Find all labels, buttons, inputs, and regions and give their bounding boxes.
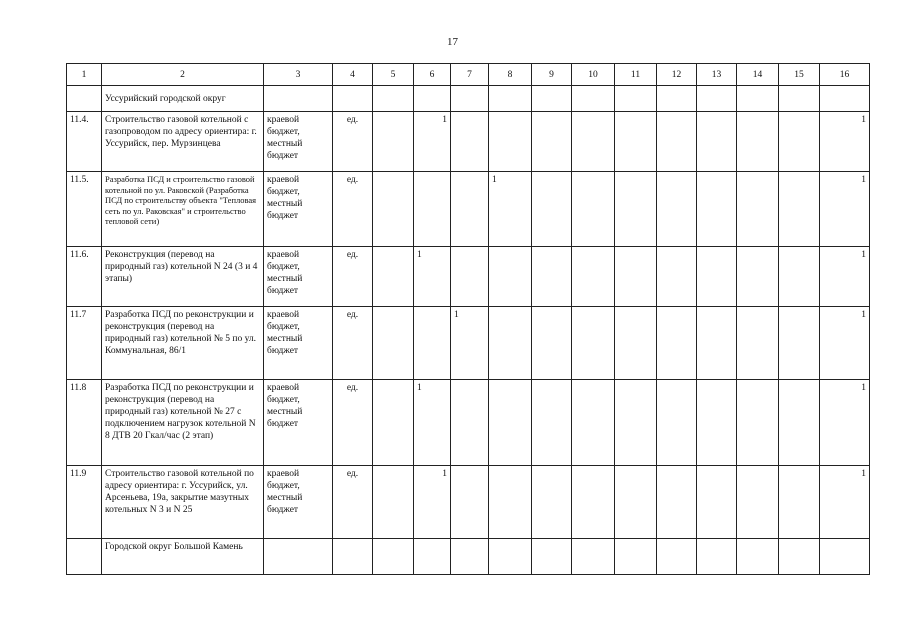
- row-value: 1: [414, 112, 451, 172]
- budget-table: [66, 63, 870, 575]
- table-row: [67, 112, 870, 172]
- row-number: 11.7: [67, 307, 102, 380]
- row-name: Строительство газовой котельной с газопроводом по адресу ориентира: г. Уссурийск, пер. Мурзинцева: [102, 112, 264, 172]
- row-unit: ед.: [333, 172, 373, 247]
- table-row: [67, 380, 870, 466]
- header-row: [67, 64, 870, 86]
- row-number: 11.6.: [67, 247, 102, 307]
- row-number: 11.8: [67, 380, 102, 466]
- row-value: 1: [414, 247, 451, 307]
- header-cell: 8: [489, 64, 532, 86]
- row-source: краевой бюджет, местный бюджет: [264, 380, 333, 466]
- row-value: 1: [820, 466, 870, 539]
- section-row: [67, 86, 870, 112]
- header-cell: 13: [697, 64, 737, 86]
- header-cell: 5: [373, 64, 414, 86]
- row-value: 1: [414, 466, 451, 539]
- row-value: 1: [820, 380, 870, 466]
- header-cell: 4: [333, 64, 373, 86]
- row-value: 1: [451, 307, 489, 380]
- table-row: [67, 247, 870, 307]
- header-cell: 11: [615, 64, 657, 86]
- row-source: краевой бюджет, местный бюджет: [264, 307, 333, 380]
- header-cell: 3: [264, 64, 333, 86]
- row-value: 1: [820, 247, 870, 307]
- row-source: краевой бюджет, местный бюджет: [264, 112, 333, 172]
- row-value: 1: [820, 307, 870, 380]
- header-cell: 1: [67, 64, 102, 86]
- row-name: Реконструкция (перевод на природный газ) котельной N 24 (3 и 4 этапы): [102, 247, 264, 307]
- row-value: 1: [820, 172, 870, 247]
- table-row: [67, 466, 870, 539]
- row-source: краевой бюджет, местный бюджет: [264, 466, 333, 539]
- section-row: [67, 539, 870, 575]
- row-unit: ед.: [333, 247, 373, 307]
- section-title: Уссурийский городской округ: [102, 86, 264, 112]
- row-name: Разработка ПСД по реконструкции и реконструкция (перевод на природный газ) котельной № 27 с подключением нагрузок котельной N 8 ДТВ 20 Гкал/час (2 этап): [102, 380, 264, 466]
- table-row: [67, 172, 870, 247]
- header-cell: 16: [820, 64, 870, 86]
- row-name: Строительство газовой котельной по адресу ориентира: г. Уссурийск, ул. Арсеньева, 19а, закрытие мазутных котельных N 3 и N 25: [102, 466, 264, 539]
- header-cell: 2: [102, 64, 264, 86]
- row-number: 11.9: [67, 466, 102, 539]
- row-name: Разработка ПСД и строительство газовой котельной по ул. Раковской (Разработка ПСД по строительству объекта "Тепловая сеть по ул. Раковская" и строительство тепловой сети): [102, 172, 264, 247]
- header-cell: 6: [414, 64, 451, 86]
- section-title: Городской округ Большой Камень: [102, 539, 264, 575]
- row-value: 1: [820, 112, 870, 172]
- row-unit: ед.: [333, 307, 373, 380]
- table-row: [67, 307, 870, 380]
- header-cell: 15: [779, 64, 820, 86]
- header-cell: 9: [532, 64, 572, 86]
- row-source: краевой бюджет, местный бюджет: [264, 172, 333, 247]
- header-cell: 7: [451, 64, 489, 86]
- row-unit: ед.: [333, 380, 373, 466]
- row-value: 1: [489, 172, 532, 247]
- header-cell: 10: [572, 64, 615, 86]
- row-unit: ед.: [333, 466, 373, 539]
- row-source: краевой бюджет, местный бюджет: [264, 247, 333, 307]
- row-name: Разработка ПСД по реконструкции и реконструкция (перевод на природный газ) котельной № 5 по ул. Коммунальная, 86/1: [102, 307, 264, 380]
- header-cell: 14: [737, 64, 779, 86]
- page-number: 17: [447, 36, 458, 48]
- row-value: 1: [414, 380, 451, 466]
- row-unit: ед.: [333, 112, 373, 172]
- header-cell: 12: [657, 64, 697, 86]
- row-number: 11.4.: [67, 112, 102, 172]
- row-number: 11.5.: [67, 172, 102, 247]
